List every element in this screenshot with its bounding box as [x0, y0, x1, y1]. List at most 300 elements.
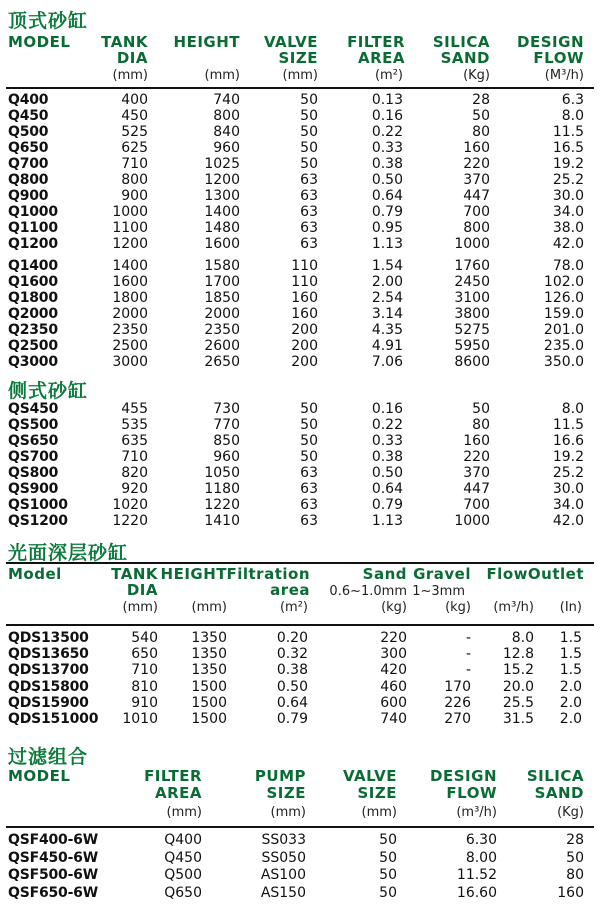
- value-cell: 730: [213, 401, 240, 417]
- value-cell: 160: [463, 433, 490, 449]
- value-cell: 1300: [204, 188, 240, 204]
- value-cell: 1000: [112, 204, 148, 220]
- s3-gravel-range: 1~3mm: [412, 584, 465, 599]
- value-cell: 0.32: [276, 646, 308, 663]
- s1-header-valve: VALVE: [263, 33, 318, 51]
- value-cell: 0.79: [371, 204, 403, 220]
- value-cell: 1000: [454, 513, 490, 529]
- value-cell: 1050: [204, 465, 240, 481]
- value-cell: 12.8: [502, 646, 534, 663]
- value-cell: 19.2: [552, 449, 584, 465]
- table-row: [0, 851, 600, 866]
- table-row: [0, 434, 600, 449]
- value-cell: 1000: [454, 236, 490, 252]
- table-row: [0, 237, 600, 252]
- value-cell: 540: [131, 630, 158, 646]
- value-cell: 800: [463, 220, 490, 236]
- value-cell: 200: [291, 354, 318, 370]
- section-title-top-mount: 顶式砂缸: [8, 10, 89, 32]
- table-row: [0, 205, 600, 220]
- value-cell: 42.0: [552, 236, 584, 252]
- s4-header-silica-sand: SAND: [534, 784, 584, 802]
- table-row: [0, 189, 600, 204]
- table-row: [0, 259, 600, 274]
- value-cell: 20.0: [502, 678, 534, 695]
- value-cell: 220: [463, 156, 490, 172]
- table-row: [0, 339, 600, 354]
- value-cell: 3.14: [371, 306, 403, 322]
- s1-header-valve-size: SIZE: [278, 49, 318, 67]
- value-cell: 1.5: [559, 662, 582, 679]
- value-cell: 2.0: [559, 678, 582, 695]
- model-cell: QS1200: [8, 513, 68, 529]
- value-cell: 34.0: [552, 497, 584, 513]
- model-cell: Q3000: [8, 354, 58, 370]
- value-cell: 3100: [454, 290, 490, 306]
- value-cell: 1400: [112, 258, 148, 274]
- table-row: [0, 355, 600, 370]
- value-cell: 635: [121, 433, 148, 449]
- value-cell: 0.20: [276, 630, 308, 646]
- s4-header-filter-area: AREA: [154, 784, 202, 802]
- value-cell: 2600: [204, 338, 240, 354]
- table-row: [0, 498, 600, 513]
- s3-header-flow: Flow: [486, 565, 528, 583]
- table-row: [0, 680, 600, 695]
- value-cell: 6.3: [561, 92, 584, 108]
- value-cell: 4.91: [371, 338, 403, 354]
- value-cell: 8.00: [465, 849, 497, 866]
- value-cell: 11.52: [456, 867, 497, 883]
- value-cell: Q650: [164, 884, 202, 901]
- value-cell: 0.64: [276, 694, 308, 711]
- value-cell: 0.22: [371, 417, 403, 433]
- table-row: [0, 833, 600, 848]
- s1-header-filter-area: AREA: [357, 49, 405, 67]
- value-cell: 2500: [112, 338, 148, 354]
- table-row: [0, 482, 600, 497]
- value-cell: 170: [444, 678, 471, 695]
- model-cell: QS450: [8, 401, 59, 417]
- model-cell: Q450: [8, 108, 49, 124]
- value-cell: -: [465, 662, 471, 679]
- s4-header-pump-size: SIZE: [266, 784, 306, 802]
- value-cell: 50: [300, 433, 318, 449]
- s3-unit-height: (mm): [191, 600, 227, 615]
- value-cell: 1200: [204, 172, 240, 188]
- value-cell: 25.5: [502, 694, 534, 711]
- value-cell: 1180: [204, 481, 240, 497]
- value-cell: 160: [557, 884, 584, 901]
- s4-header-silica: SILICA: [526, 767, 584, 785]
- s3-unit-gravel: (kg): [445, 600, 471, 615]
- s3-unit-tank: (mm): [122, 600, 158, 615]
- s4-header-design-flow: FLOW: [446, 784, 497, 802]
- s3-header-filtration-area: area: [270, 581, 310, 599]
- value-cell: 110: [291, 258, 318, 274]
- value-cell: 960: [213, 140, 240, 156]
- value-cell: 1010: [122, 711, 158, 727]
- table-row: [0, 291, 600, 306]
- s3-header-sand: Sand: [362, 565, 407, 583]
- value-cell: 0.13: [371, 92, 403, 108]
- model-cell: Q800: [8, 172, 49, 188]
- value-cell: 8600: [454, 354, 490, 370]
- value-cell: 19.2: [552, 156, 584, 172]
- value-cell: 102.0: [543, 274, 584, 290]
- table-row: [0, 275, 600, 290]
- value-cell: 126.0: [543, 290, 584, 306]
- value-cell: Q450: [164, 849, 202, 866]
- value-cell: 1020: [112, 497, 148, 513]
- value-cell: 525: [121, 124, 148, 140]
- s1-header-tank: TANK: [101, 33, 148, 51]
- value-cell: 1580: [204, 258, 240, 274]
- value-cell: 810: [131, 678, 158, 695]
- value-cell: 1800: [112, 290, 148, 306]
- value-cell: 1200: [112, 236, 148, 252]
- s3-header-outlet: Outlet: [527, 565, 584, 583]
- value-cell: 740: [380, 711, 407, 727]
- value-cell: 1600: [204, 236, 240, 252]
- model-cell: Q400: [8, 92, 49, 108]
- value-cell: 650: [131, 646, 158, 663]
- value-cell: 0.50: [276, 678, 308, 695]
- model-cell: QDS151000: [8, 711, 99, 727]
- value-cell: 8.0: [561, 401, 584, 417]
- value-cell: 1850: [204, 290, 240, 306]
- table-row: [0, 307, 600, 322]
- value-cell: 8.0: [561, 108, 584, 124]
- value-cell: 160: [463, 140, 490, 156]
- value-cell: 34.0: [552, 204, 584, 220]
- value-cell: AS100: [260, 867, 306, 883]
- value-cell: 0.79: [276, 711, 308, 727]
- value-cell: -: [465, 630, 471, 646]
- value-cell: 370: [463, 465, 490, 481]
- s3-unit-flow: (m³/h): [493, 600, 534, 615]
- s3-header-height: HEIGHT: [160, 565, 227, 583]
- s1-header-filter: FILTER: [347, 33, 405, 51]
- value-cell: Q400: [164, 832, 202, 848]
- model-cell: Q900: [8, 188, 49, 204]
- value-cell: 0.79: [371, 497, 403, 513]
- s3-header-tank: TANK: [111, 565, 158, 583]
- s3-unit-sand: (kg): [381, 600, 407, 615]
- value-cell: 200: [291, 338, 318, 354]
- value-cell: 0.38: [276, 662, 308, 679]
- value-cell: 0.64: [371, 481, 403, 497]
- value-cell: 1350: [191, 630, 227, 646]
- value-cell: 50: [300, 156, 318, 172]
- value-cell: 0.50: [371, 465, 403, 481]
- value-cell: 0.38: [371, 156, 403, 172]
- value-cell: 400: [121, 92, 148, 108]
- table-row: [0, 868, 600, 883]
- value-cell: 1350: [191, 646, 227, 663]
- value-cell: 450: [121, 108, 148, 124]
- value-cell: 25.2: [552, 172, 584, 188]
- value-cell: 2.0: [559, 711, 582, 727]
- value-cell: 1350: [191, 662, 227, 679]
- value-cell: 625: [121, 140, 148, 156]
- model-cell: Q1800: [8, 290, 58, 306]
- s1-header-rule: [6, 87, 594, 89]
- value-cell: 50: [300, 449, 318, 465]
- value-cell: 30.0: [552, 188, 584, 204]
- value-cell: 25.2: [552, 465, 584, 481]
- value-cell: 3800: [454, 306, 490, 322]
- s3-header-gravel: Gravel: [413, 565, 471, 583]
- model-cell: Q2000: [8, 306, 58, 322]
- s3-header-filtration: Filtration: [226, 565, 310, 583]
- table-row: [0, 696, 600, 711]
- section-title-deep-bed: 光面深层砂缸: [8, 542, 129, 564]
- model-cell: QSF650-6W: [8, 884, 98, 901]
- s1-unit-valve: (mm): [282, 68, 318, 83]
- model-cell: Q1600: [8, 274, 58, 290]
- model-cell: QS700: [8, 449, 59, 465]
- value-cell: 63: [300, 481, 318, 497]
- value-cell: 159.0: [543, 306, 584, 322]
- model-cell: QDS13500: [8, 630, 89, 646]
- s3-header-rule: [6, 624, 594, 626]
- value-cell: 16.60: [456, 884, 497, 901]
- value-cell: 50: [300, 108, 318, 124]
- value-cell: 1220: [204, 497, 240, 513]
- value-cell: 38.0: [552, 220, 584, 236]
- value-cell: 800: [213, 108, 240, 124]
- value-cell: 63: [300, 204, 318, 220]
- value-cell: 1500: [191, 694, 227, 711]
- value-cell: 50: [472, 108, 490, 124]
- s4-header-rule: [6, 826, 594, 828]
- value-cell: 16.5: [552, 140, 584, 156]
- s3-sand-range: 0.6~1.0mm: [329, 584, 407, 599]
- s3-header-model: Model: [8, 565, 62, 583]
- value-cell: 50: [566, 849, 584, 866]
- s3-unit-filtration: (m²): [279, 600, 308, 615]
- model-cell: QS650: [8, 433, 59, 449]
- value-cell: 455: [121, 401, 148, 417]
- value-cell: 200: [291, 322, 318, 338]
- value-cell: 0.33: [371, 433, 403, 449]
- value-cell: 220: [463, 449, 490, 465]
- value-cell: 63: [300, 513, 318, 529]
- s1-header-tank-dia: DIA: [116, 49, 148, 67]
- model-cell: QS1000: [8, 497, 68, 513]
- value-cell: 8.0: [511, 630, 534, 646]
- value-cell: 820: [121, 465, 148, 481]
- value-cell: 5950: [454, 338, 490, 354]
- value-cell: 31.5: [502, 711, 534, 727]
- value-cell: 1025: [204, 156, 240, 172]
- table-row: [0, 157, 600, 172]
- table-row: [0, 631, 600, 646]
- s4-header-filter: FILTER: [144, 767, 202, 785]
- section-title-side-mount: 侧式砂缸: [8, 380, 89, 402]
- value-cell: 235.0: [543, 338, 584, 354]
- value-cell: 50: [472, 401, 490, 417]
- value-cell: 2000: [112, 306, 148, 322]
- value-cell: 220: [380, 630, 407, 646]
- value-cell: 110: [291, 274, 318, 290]
- value-cell: 80: [472, 417, 490, 433]
- value-cell: 700: [463, 204, 490, 220]
- value-cell: 160: [291, 306, 318, 322]
- value-cell: 63: [300, 220, 318, 236]
- value-cell: 11.5: [552, 124, 584, 140]
- section-title-filter-combo: 过滤组合: [8, 746, 89, 768]
- value-cell: 3000: [112, 354, 148, 370]
- value-cell: 0.95: [371, 220, 403, 236]
- table-row: [0, 221, 600, 236]
- s4-header-model: MODEL: [8, 767, 71, 785]
- table-row: [0, 466, 600, 481]
- s1-unit-filter: (m²): [374, 68, 403, 83]
- value-cell: 2650: [204, 354, 240, 370]
- value-cell: 770: [213, 417, 240, 433]
- table-row: [0, 93, 600, 108]
- value-cell: 1410: [204, 513, 240, 529]
- table-row: [0, 402, 600, 417]
- value-cell: 2.0: [559, 694, 582, 711]
- model-cell: QS500: [8, 417, 59, 433]
- value-cell: 2450: [454, 274, 490, 290]
- value-cell: 1100: [112, 220, 148, 236]
- model-cell: QDS13650: [8, 646, 89, 663]
- s3-header-tank-dia: DIA: [126, 581, 158, 599]
- s4-unit-filter: (mm): [166, 805, 202, 820]
- s4-unit-silica: (Kg): [557, 805, 584, 820]
- value-cell: 63: [300, 465, 318, 481]
- s1-unit-height: (mm): [204, 68, 240, 83]
- model-cell: QDS15900: [8, 694, 89, 711]
- table-row: [0, 450, 600, 465]
- table-row: [0, 712, 600, 727]
- value-cell: 78.0: [552, 258, 584, 274]
- value-cell: 0.22: [371, 124, 403, 140]
- value-cell: 50: [300, 92, 318, 108]
- value-cell: 920: [121, 481, 148, 497]
- model-cell: QSF500-6W: [8, 867, 98, 883]
- value-cell: 201.0: [543, 322, 584, 338]
- value-cell: 28: [566, 832, 584, 848]
- value-cell: 50: [379, 832, 397, 848]
- value-cell: Q500: [164, 867, 202, 883]
- value-cell: 50: [300, 417, 318, 433]
- value-cell: 1220: [112, 513, 148, 529]
- table-row: [0, 663, 600, 678]
- value-cell: 420: [380, 662, 407, 679]
- table-row: [0, 514, 600, 529]
- value-cell: 50: [300, 124, 318, 140]
- table-row: [0, 323, 600, 338]
- model-cell: Q1000: [8, 204, 58, 220]
- s1-header-silica-sand: SAND: [440, 49, 490, 67]
- value-cell: 0.33: [371, 140, 403, 156]
- value-cell: SS033: [261, 832, 306, 848]
- value-cell: 535: [121, 417, 148, 433]
- value-cell: 0.16: [371, 401, 403, 417]
- s1-header-height: HEIGHT: [173, 33, 240, 51]
- value-cell: 0.38: [371, 449, 403, 465]
- table-row: [0, 125, 600, 140]
- value-cell: 740: [213, 92, 240, 108]
- table-row: [0, 886, 600, 901]
- model-cell: Q500: [8, 124, 49, 140]
- value-cell: 900: [121, 188, 148, 204]
- value-cell: 7.06: [371, 354, 403, 370]
- model-cell: QSF450-6W: [8, 849, 98, 866]
- value-cell: 960: [213, 449, 240, 465]
- value-cell: 370: [463, 172, 490, 188]
- s4-unit-pump: (mm): [270, 805, 306, 820]
- table-row: [0, 141, 600, 156]
- value-cell: 16.6: [552, 433, 584, 449]
- value-cell: 2350: [112, 322, 148, 338]
- value-cell: 28: [472, 92, 490, 108]
- s1-header-design-flow: FLOW: [533, 49, 584, 67]
- value-cell: -: [465, 646, 471, 663]
- value-cell: 63: [300, 497, 318, 513]
- table-row: [0, 173, 600, 188]
- value-cell: 1.54: [371, 258, 403, 274]
- s4-header-design: DESIGN: [430, 767, 497, 785]
- model-cell: QS900: [8, 481, 59, 497]
- s3-top-rule: [6, 562, 594, 564]
- value-cell: 1400: [204, 204, 240, 220]
- value-cell: 6.30: [465, 832, 497, 848]
- value-cell: 50: [379, 884, 397, 901]
- model-cell: Q2500: [8, 338, 58, 354]
- model-cell: QDS15800: [8, 678, 89, 695]
- s4-unit-design: (m³/h): [456, 805, 497, 820]
- value-cell: 160: [291, 290, 318, 306]
- value-cell: 910: [131, 694, 158, 711]
- value-cell: 2350: [204, 322, 240, 338]
- value-cell: 63: [300, 236, 318, 252]
- value-cell: 80: [472, 124, 490, 140]
- model-cell: Q2350: [8, 322, 58, 338]
- table-row: [0, 647, 600, 662]
- value-cell: 710: [121, 449, 148, 465]
- value-cell: SS050: [261, 849, 306, 866]
- model-cell: Q1400: [8, 258, 58, 274]
- value-cell: 50: [300, 401, 318, 417]
- value-cell: 50: [379, 849, 397, 866]
- value-cell: 0.50: [371, 172, 403, 188]
- value-cell: 710: [121, 156, 148, 172]
- s4-header-valve-size: SIZE: [357, 784, 397, 802]
- value-cell: 1.13: [371, 513, 403, 529]
- value-cell: 11.5: [552, 417, 584, 433]
- value-cell: 840: [213, 124, 240, 140]
- value-cell: 600: [380, 694, 407, 711]
- s4-header-pump: PUMP: [254, 767, 306, 785]
- model-cell: QSF400-6W: [8, 832, 98, 848]
- s1-unit-tank: (mm): [112, 68, 148, 83]
- value-cell: 2.54: [371, 290, 403, 306]
- table-row: [0, 109, 600, 124]
- model-cell: Q1200: [8, 236, 58, 252]
- value-cell: 460: [380, 678, 407, 695]
- value-cell: 447: [463, 481, 490, 497]
- model-cell: QDS13700: [8, 662, 89, 679]
- s1-header-model: MODEL: [8, 33, 71, 51]
- s4-header-valve: VALVE: [342, 767, 397, 785]
- value-cell: 2000: [204, 306, 240, 322]
